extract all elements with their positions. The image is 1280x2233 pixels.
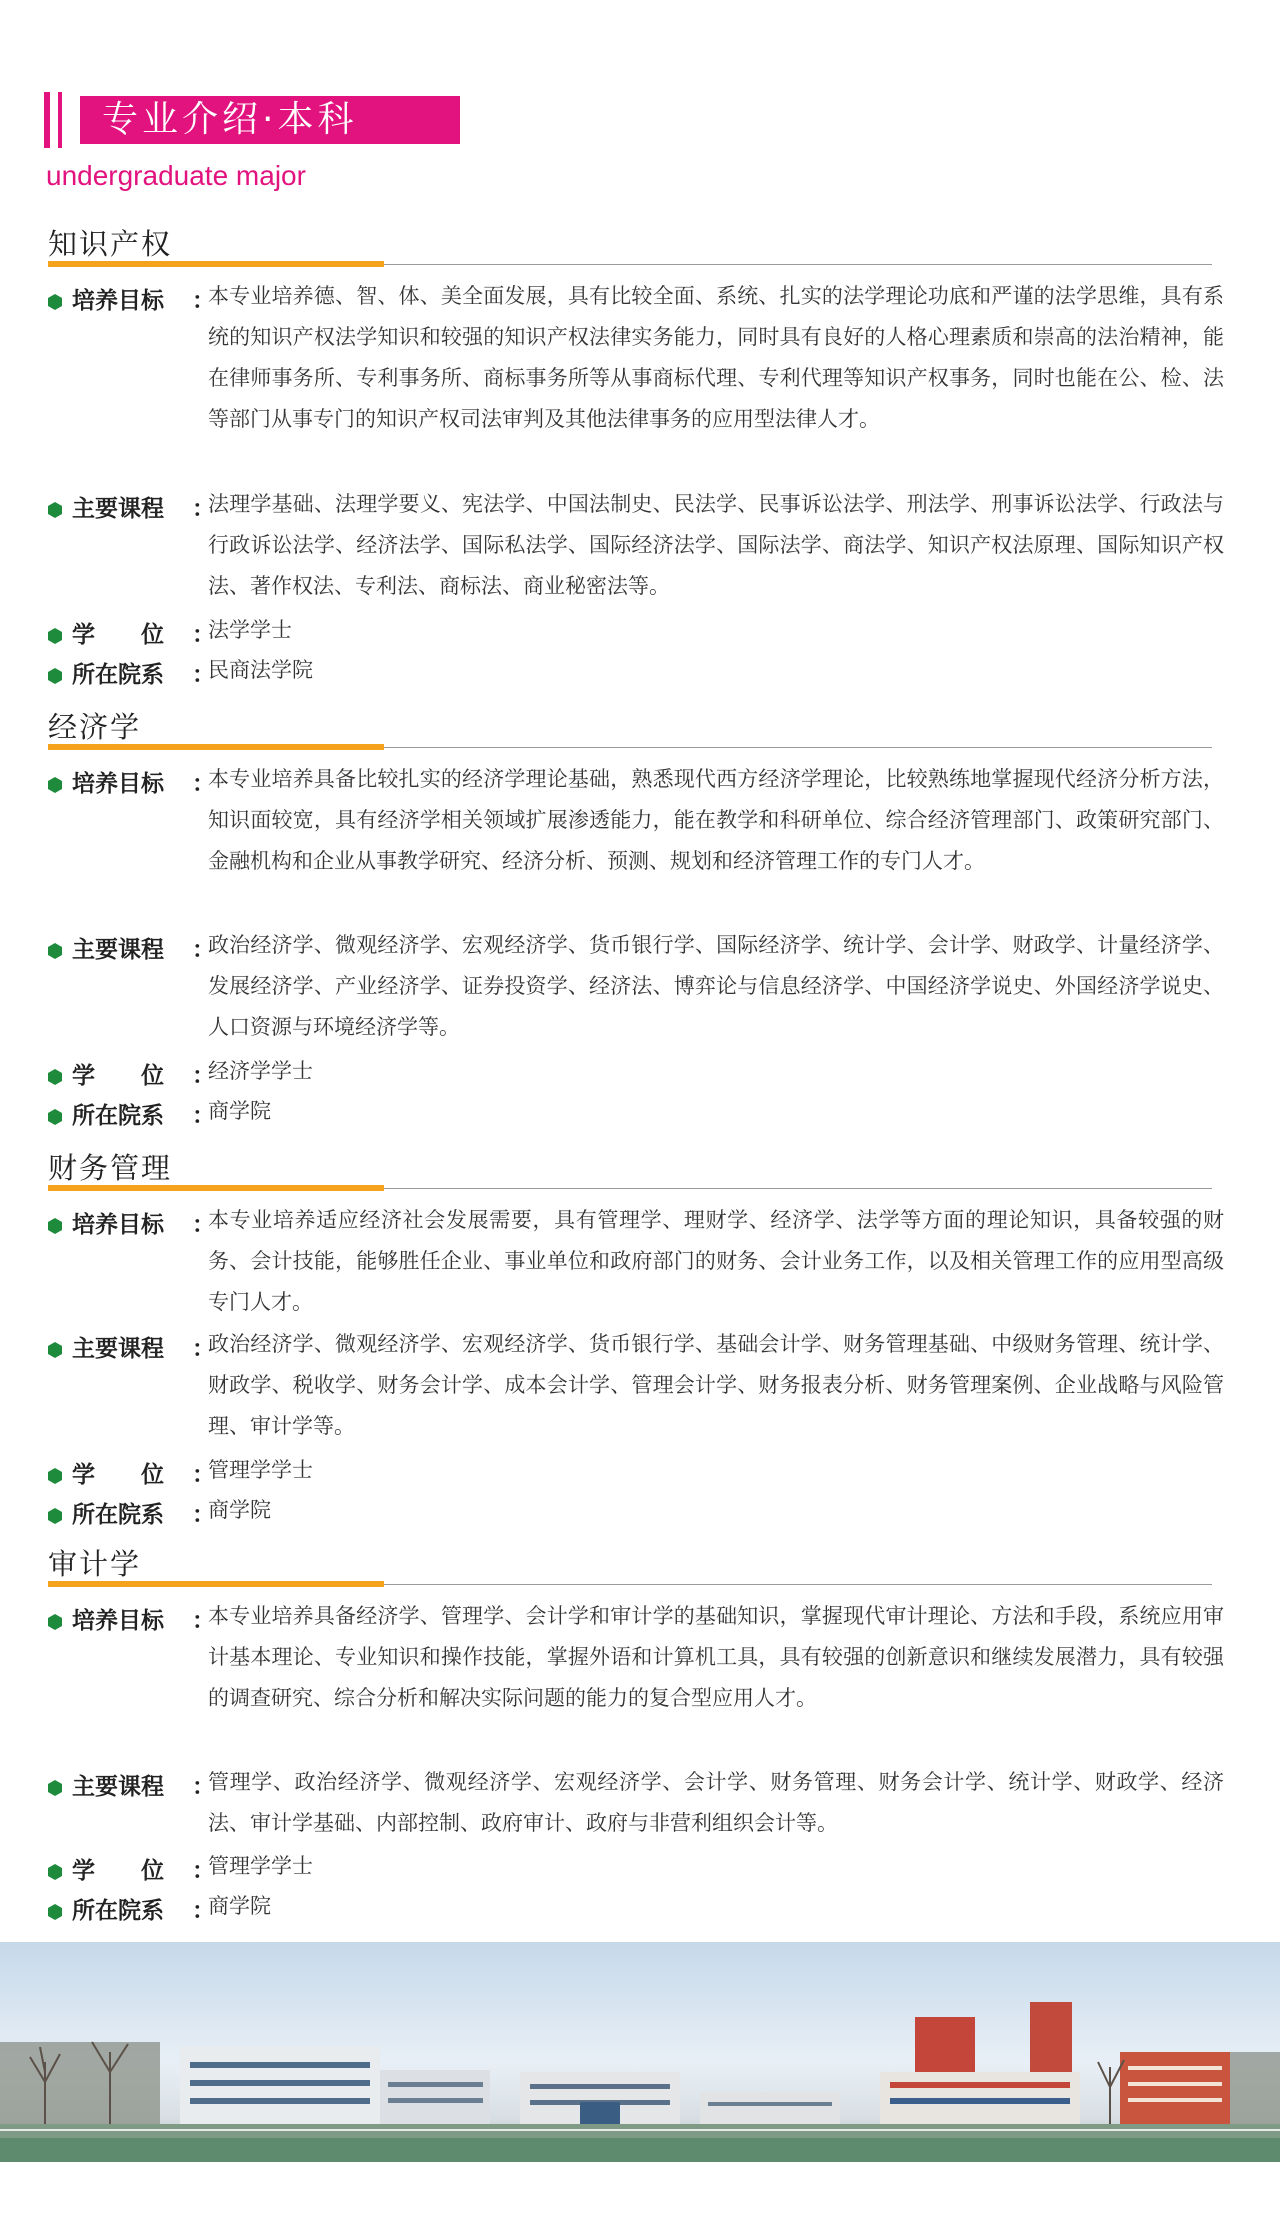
label-colon: ： <box>192 937 215 963</box>
courses-text: 政治经济学、微观经济学、宏观经济学、货币银行学、国际经济学、统计学、会计学、财政学、计量经济学、发展经济学、产业经济学、证券投资学、经济法、博弈论与信息经济学、中国经济学说史、外国经济学说史、人口资源与环境经济学等。 <box>208 933 1224 1039</box>
label-colon: ： <box>192 1063 215 1089</box>
goal-text: 本专业培养适应经济社会发展需要，具有管理学、理财学、经济学、法学等方面的理论知识，具备较强的财务、会计技能，能够胜任企业、事业单位和政府部门的财务、会计业务工作，以及相关管理工作的应用型高级专门人才。 <box>208 1208 1224 1314</box>
section-accent-bar <box>48 1185 384 1191</box>
bullet-icon <box>48 1904 62 1920</box>
dept-label: 所在院系 <box>72 1103 164 1129</box>
dept-text: 商学院 <box>208 1099 271 1123</box>
goal-text: 本专业培养德、智、体、美全面发展，具有比较全面、系统、扎实的法学理论功底和严谨的法学思维，具有系统的知识产权法学知识和较强的知识产权法律实务能力，同时具有良好的人格心理素质和崇高的法治精神，能在律师事务所、专利事务所、商标事务所等从事商标代理、专利代理等知识产权事务，同时也能在公、检、法等部门从事专门的知识产权司法审判及其他法律事务的应用型法律人才。 <box>208 284 1224 431</box>
bullet-icon <box>48 1069 62 1085</box>
degree-label: 学 位 <box>72 1462 164 1488</box>
courses-label: 主要课程 <box>72 1774 164 1800</box>
degree-text: 管理学学士 <box>208 1458 313 1482</box>
degree-label: 学 位 <box>72 622 164 648</box>
bullet-icon <box>48 1342 62 1358</box>
degree-text: 法学学士 <box>208 618 292 642</box>
courses-text: 政治经济学、微观经济学、宏观经济学、货币银行学、基础会计学、财务管理基础、中级财务管理、统计学、财政学、税收学、财务会计学、成本会计学、管理会计学、财务报表分析、财务管理案例、企业战略与风险管理、审计学等。 <box>208 1332 1224 1438</box>
bullet-icon <box>48 1780 62 1796</box>
courses-text: 管理学、政治经济学、微观经济学、宏观经济学、会计学、财务管理、财务会计学、统计学、财政学、经济法、审计学基础、内部控制、政府审计、政府与非营利组织会计等。 <box>208 1770 1224 1835</box>
label-colon: ： <box>192 1103 215 1129</box>
bullet-icon <box>48 628 62 644</box>
bullet-icon <box>48 668 62 684</box>
degree-text: 经济学学士 <box>208 1059 313 1083</box>
bullet-icon <box>48 1864 62 1880</box>
goal-label: 培养目标 <box>72 1212 164 1238</box>
section-accent-bar <box>48 744 384 750</box>
label-colon: ： <box>192 771 215 797</box>
label-colon: ： <box>192 1502 215 1528</box>
major-title: 经济学 <box>48 710 142 744</box>
degree-label: 学 位 <box>72 1063 164 1089</box>
dept-label: 所在院系 <box>72 662 164 688</box>
label-colon: ： <box>192 496 215 522</box>
courses-label: 主要课程 <box>72 1336 164 1362</box>
major-title: 财务管理 <box>48 1151 173 1185</box>
bullet-icon <box>48 777 62 793</box>
dept-label: 所在院系 <box>72 1898 164 1924</box>
bullet-icon <box>48 1614 62 1630</box>
dept-text: 商学院 <box>208 1894 271 1918</box>
courses-label: 主要课程 <box>72 937 164 963</box>
bullet-icon <box>48 294 62 310</box>
goal-label: 培养目标 <box>72 288 164 314</box>
dept-label: 所在院系 <box>72 1502 164 1528</box>
dept-text: 民商法学院 <box>208 658 313 682</box>
label-colon: ： <box>192 662 215 688</box>
dept-text: 商学院 <box>208 1498 271 1522</box>
degree-label: 学 位 <box>72 1858 164 1884</box>
section-accent-bar <box>48 261 384 267</box>
bullet-icon <box>48 1109 62 1125</box>
bullet-icon <box>48 1468 62 1484</box>
label-colon: ： <box>192 1858 215 1884</box>
bullet-icon <box>48 1218 62 1234</box>
campus-illustration <box>0 1942 1280 2162</box>
goal-label: 培养目标 <box>72 771 164 797</box>
section-accent-bar <box>48 1581 384 1587</box>
goal-text: 本专业培养具备比较扎实的经济学理论基础，熟悉现代西方经济学理论，比较熟练地掌握现代经济分析方法，知识面较宽，具有经济学相关领域扩展渗透能力，能在教学和科研单位、综合经济管理部门、政策研究部门、金融机构和企业从事教学研究、经济分析、预测、规划和经济管理工作的专门人才。 <box>208 767 1224 873</box>
bullet-icon <box>48 943 62 959</box>
label-colon: ： <box>192 288 215 314</box>
courses-label: 主要课程 <box>72 496 164 522</box>
label-colon: ： <box>192 1212 215 1238</box>
major-title: 审计学 <box>48 1547 142 1581</box>
label-colon: ： <box>192 1608 215 1634</box>
major-title: 知识产权 <box>48 227 173 261</box>
bullet-icon <box>48 1508 62 1524</box>
degree-text: 管理学学士 <box>208 1854 313 1878</box>
goal-text: 本专业培养具备经济学、管理学、会计学和审计学的基础知识，掌握现代审计理论、方法和手段，系统应用审计基本理论、专业知识和操作技能，掌握外语和计算机工具，具有较强的创新意识和继续发展潜力，具有较强的调查研究、综合分析和解决实际问题的能力的复合型应用人才。 <box>208 1604 1224 1710</box>
label-colon: ： <box>192 1336 215 1362</box>
courses-text: 法理学基础、法理学要义、宪法学、中国法制史、民法学、民事诉讼法学、刑法学、刑事诉讼法学、行政法与行政诉讼法学、经济法学、国际私法学、国际经济法学、国际法学、商法学、知识产权法原理、国际知识产权法、著作权法、专利法、商标法、商业秘密法等。 <box>208 492 1224 598</box>
bullet-icon <box>48 502 62 518</box>
header-accent-bar <box>44 92 50 148</box>
label-colon: ： <box>192 622 215 648</box>
label-colon: ： <box>192 1774 215 1800</box>
label-colon: ： <box>192 1462 215 1488</box>
campus-photo <box>0 1942 1280 2162</box>
header-accent-bar <box>58 92 62 148</box>
goal-label: 培养目标 <box>72 1608 164 1634</box>
page-title: 专业介绍·本科 <box>80 96 460 144</box>
page-subtitle: undergraduate major <box>46 160 306 191</box>
label-colon: ： <box>192 1898 215 1924</box>
